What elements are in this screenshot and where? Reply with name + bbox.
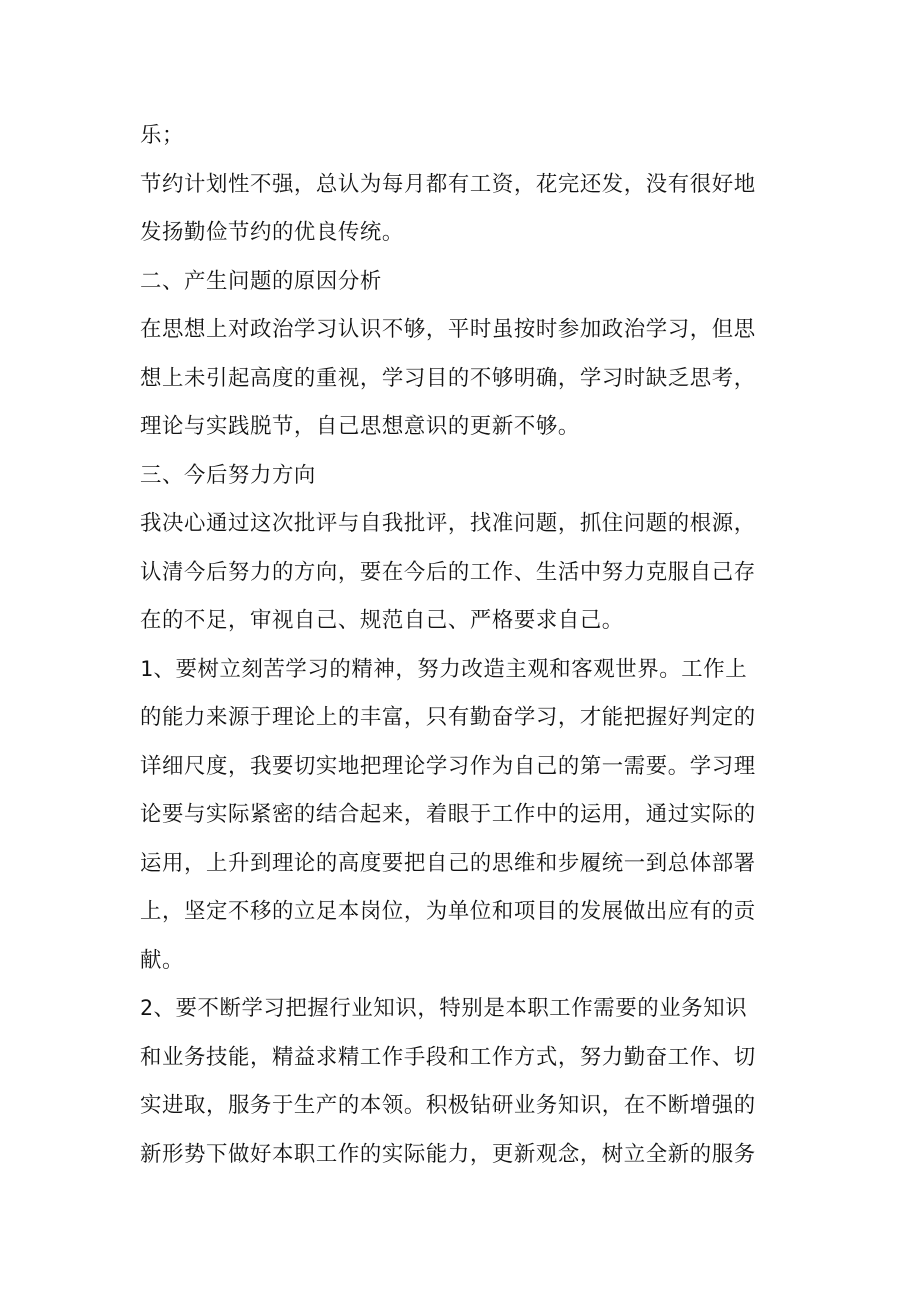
- text-line: 我决心通过这次批评与自我批评，找准问题，抓住问题的根源，: [140, 511, 756, 536]
- text-line: 2、要不断学习把握行业知识，特别是本职工作需要的业务知识: [140, 996, 748, 1021]
- text-line: 发扬勤俭节约的优良传统。: [140, 220, 404, 245]
- section-heading: 二、产生问题的原因分析: [140, 268, 382, 294]
- text-line: 在思想上对政治学习认识不够，平时虽按时参加政治学习，但思: [140, 317, 756, 342]
- text-line: 详细尺度，我要切实地把理论学习作为自己的第一需要。学习理: [140, 753, 756, 779]
- text-line: 上，坚定不移的立足本岗位，为单位和项目的发展做出应有的贡: [140, 899, 756, 924]
- text-line: 在的不足，审视自己、规范自己、严格要求自己。: [140, 608, 624, 633]
- text-line: 实进取，服务于生产的本领。积极钻研业务知识，在不断增强的: [140, 1093, 756, 1118]
- text-line: 乐；: [140, 123, 184, 148]
- text-line: 1、要树立刻苦学习的精神，努力改造主观和客观世界。工作上: [140, 656, 748, 682]
- text-line: 新形势下做好本职工作的实际能力，更新观念，树立全新的服务: [140, 1141, 756, 1167]
- text-line: 节约计划性不强，总认为每月都有工资，花完还发，没有很好地: [140, 171, 756, 197]
- section-heading: 三、今后努力方向: [140, 462, 316, 488]
- text-line: 想上未引起高度的重视，学习目的不够明确，学习时缺乏思考，: [140, 365, 756, 391]
- text-line: 认清今后努力的方向，要在今后的工作、生活中努力克服自己存: [140, 559, 756, 585]
- text-line: 献。: [140, 947, 184, 973]
- text-line: 的能力来源于理论上的丰富，只有勤奋学习，才能把握好判定的: [140, 705, 756, 730]
- text-line: 运用，上升到理论的高度要把自己的思维和步履统一到总体部署: [140, 850, 756, 876]
- text-line: 论要与实际紧密的结合起来，着眼于工作中的运用，通过实际的: [140, 802, 756, 827]
- text-line: 和业务技能，精益求精工作手段和工作方式，努力勤奋工作、切: [140, 1044, 756, 1070]
- text-line: 理论与实践脱节，自己思想意识的更新不够。: [140, 414, 580, 439]
- document-body: [140, 112, 790, 1179]
